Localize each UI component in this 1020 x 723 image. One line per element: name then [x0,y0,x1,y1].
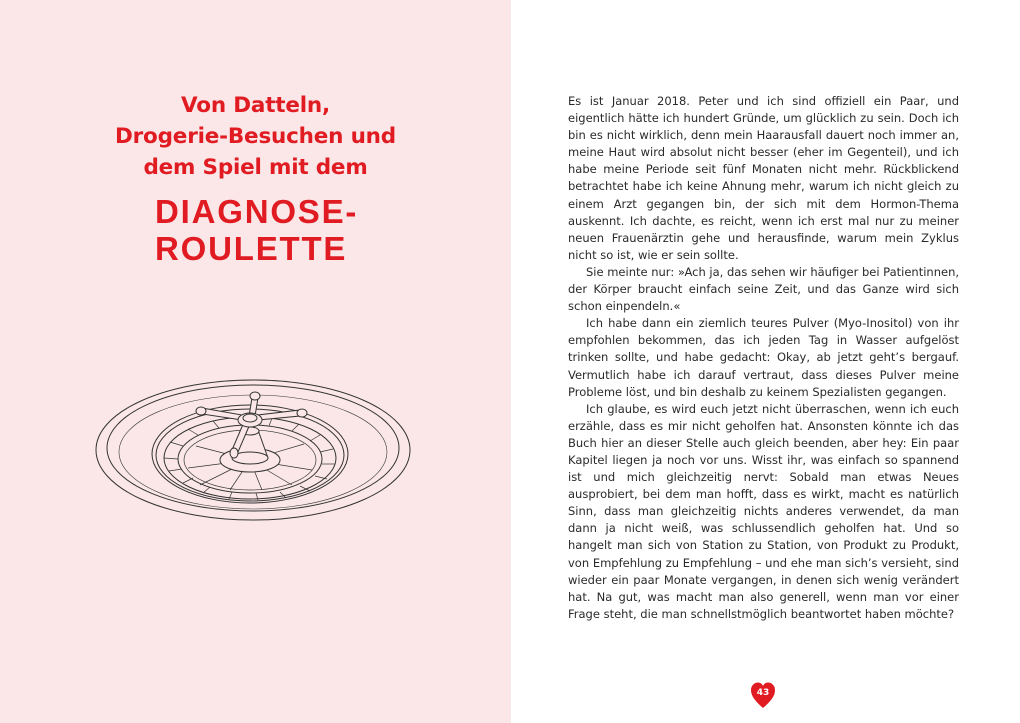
chapter-subtitle [0,90,511,183]
paragraph: Es ist Januar 2018. Peter und ich sind offiziell ein Paar, und eigentlich hätte ich hundert Gründe, um glücklich zu sein. Doch ich bin es nicht wirklich, denn mein Haarausfall dauert noch immer an, meine Haut wird absolut nicht besser (eher im Gegenteil), und ich habe meine Periode seit fünf Monaten nicht mehr. Rückblickend betrachtet habe ich keine Ahnung mehr, warum ich nicht gleich zu einem Arzt gegangen bin, der sich mit dem Hormon-Thema auskennt. Ich dachte, es reicht, wenn ich erst mal nur zu meiner neuen Frauenärztin gehe und herausfinde, warum mein Zyklus nicht so ist, wie er sein sollte. [568,94,959,262]
chapter-subtitle-line: Von Datteln, [181,93,330,118]
chapter-subtitle-line: dem Spiel mit dem [143,155,368,180]
chapter-body-text [568,93,959,623]
chapter-subtitle-line: Drogerie-Besuchen und [115,124,396,149]
page-number: 43 [756,688,770,698]
chapter-title [155,193,358,267]
chapter-title-line: ROULETTE [155,230,348,267]
chapter-title-line: DIAGNOSE- [155,193,359,230]
paragraph: Sie meinte nur: »Ach ja, das sehen wir häufiger bei Patientinnen, der Körper braucht einfach seine Zeit, und das Ganze wird sich schon einpendeln.« [568,264,960,314]
page-number-badge [750,681,776,709]
paragraph: Ich glaube, es wird euch jetzt nicht überraschen, wenn ich euch erzähle, dass es mir nicht geholfen hat. Ansonsten könnte ich das Buch hier an dieser Stelle auch gleich beenden, aber hey: Ein paar Kapitel liegen ja noch vor uns. Wisst ihr, was einfach so spannend ist und mich gleichzeitig nervt: Sobald man etwas Neues ausprobiert, bei dem man hofft, dass es wirkt, macht es natürlich Sinn, dass man gleichzeitig nichts anderes verwendet, da man dann ja nicht weiß, was schlussendlich geholfen hat. Und so hangelt man sich von Station zu Station, von Produkt zu Produkt, von Empfehlung zu Empfehlung – und ehe man sich’s versieht, sind wieder ein paar Monate vergangen, in denen sich wenig verändert hat. Na gut, was macht man also generell, wenn man vor einer Frage steht, die man schnellstmöglich beantwortet haben möchte? [568,401,959,621]
paragraph: Ich habe dann ein ziemlich teures Pulver (Myo-Inositol) von ihr empfohlen bekommen, das ich jeden Tag in Wasser aufgelöst trinken sollte, und habe gedacht: Okay, ab jetzt geht’s bergauf. Vermutlich habe ich darauf vertraut, dass dieses Pulver meine Probleme löst, und bin deshalb zu keinem Spezialisten gegangen. [568,316,959,399]
roulette-wheel-icon [92,378,414,530]
